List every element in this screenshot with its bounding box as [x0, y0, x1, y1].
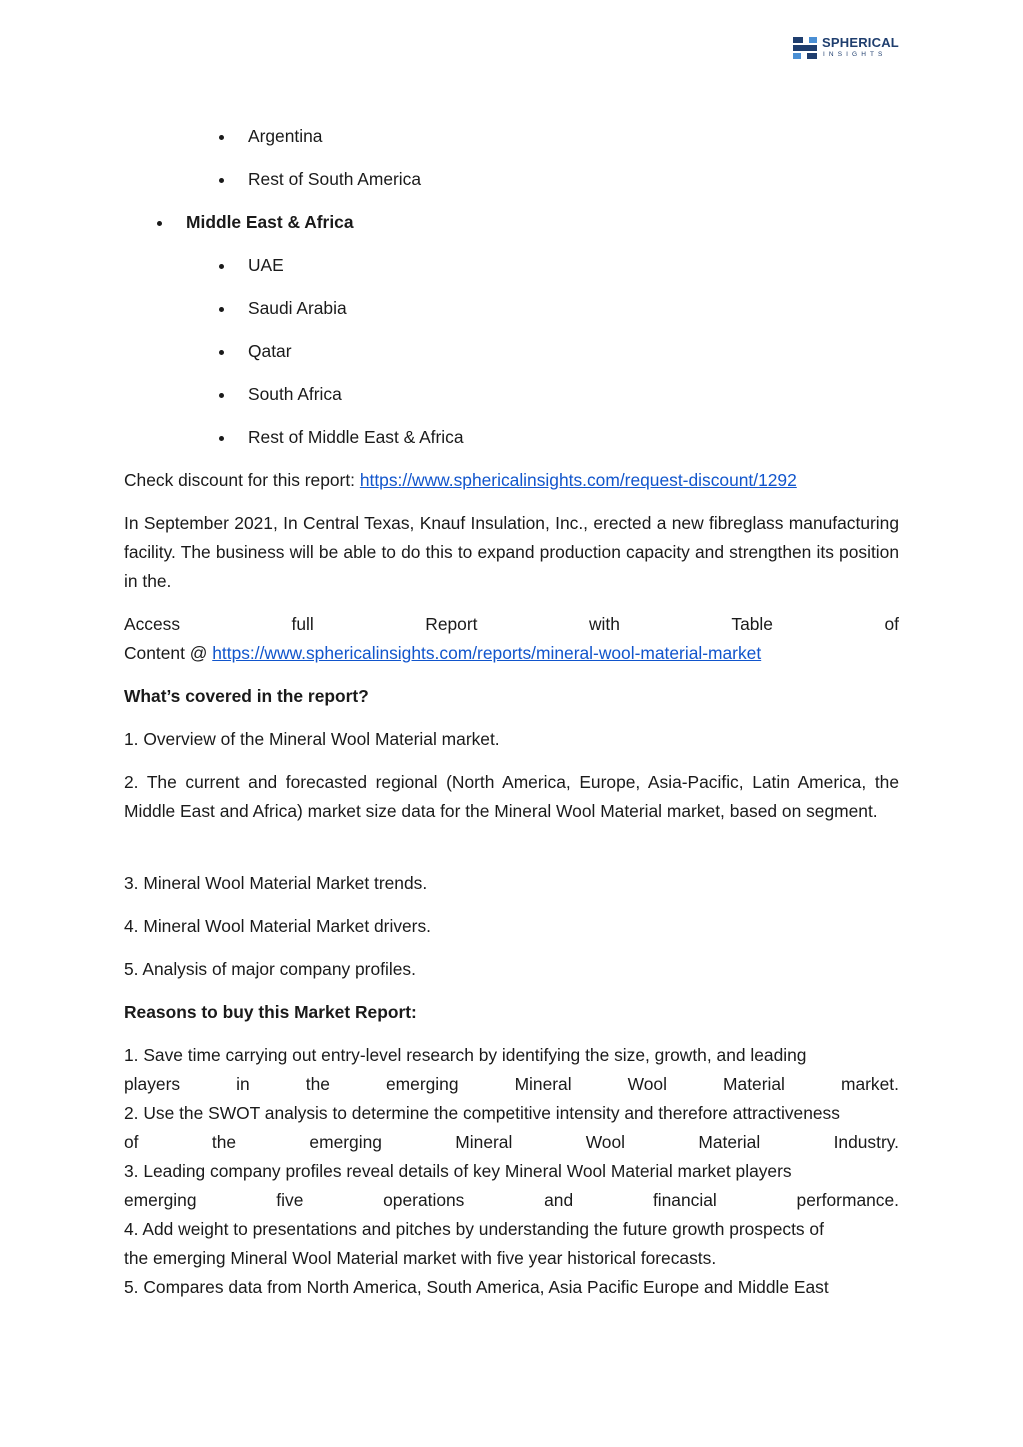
logo-mark-icon	[793, 37, 817, 59]
access-report-line: Access full Report with Table of	[124, 614, 899, 634]
reason-2-line-1: 2. Use the SWOT analysis to determine the competitive intensity and therefore attractiveness	[124, 1103, 840, 1123]
discount-line: Check discount for this report: https://www.sphericalinsights.com/request-discount/1292	[124, 470, 797, 490]
reason-5-line-1: 5. Compares data from North America, South America, Asia Pacific Europe and Middle East	[124, 1277, 829, 1297]
reason-2-line-2: of the emerging Mineral Wool Material Industry.	[124, 1132, 899, 1152]
list-item: Qatar	[248, 337, 1023, 366]
list-item: Saudi Arabia	[248, 294, 1023, 323]
covered-heading: What’s covered in the report?	[124, 686, 369, 706]
access-report-link-line: Content @ https://www.sphericalinsights.com/reports/mineral-wool-material-market	[124, 643, 762, 663]
reasons-heading: Reasons to buy this Market Report:	[124, 1002, 417, 1022]
covered-item-2: 2. The current and forecasted regional (North America, Europe, Asia-Pacific, Latin America, the Middle East and Africa) market size data for the Mineral Wool Material market, based on segment.	[124, 772, 899, 821]
region-heading: Middle East & Africa	[186, 208, 961, 237]
full-report-link[interactable]: https://www.sphericalinsights.com/reports/mineral-wool-material-market	[212, 643, 762, 663]
news-paragraph: In September 2021, In Central Texas, Knauf Insulation, Inc., erected a new fibreglass manufacturing facility. The business will be able to do this to expand production capacity and strengthen its position in the.	[124, 513, 899, 591]
covered-item-4: 4. Mineral Wool Material Market drivers.	[124, 916, 432, 936]
logo-sub-text: INSIGHTS	[823, 51, 887, 58]
bullet-icon	[219, 264, 224, 269]
bullet-icon	[219, 350, 224, 355]
list-item: Rest of Middle East & Africa	[248, 423, 1023, 452]
discount-link[interactable]: https://www.sphericalinsights.com/request-discount/1292	[359, 470, 797, 490]
reason-3-line-2: emerging five operations and financial performance.	[124, 1190, 899, 1210]
bullet-icon	[219, 393, 224, 398]
covered-item-1: 1. Overview of the Mineral Wool Material market.	[124, 729, 500, 749]
list-item: Rest of South America	[248, 165, 1023, 194]
reason-4-line-2: the emerging Mineral Wool Material market with five year historical forecasts.	[124, 1248, 717, 1268]
spherical-insights-logo	[793, 35, 903, 61]
list-item: UAE	[248, 251, 1023, 280]
reason-4-line-1: 4. Add weight to presentations and pitches by understanding the future growth prospects of	[124, 1219, 824, 1239]
reason-1-line-1: 1. Save time carrying out entry-level research by identifying the size, growth, and leading	[124, 1045, 807, 1065]
bullet-icon	[157, 221, 162, 226]
list-item: South Africa	[248, 380, 1023, 409]
covered-item-5: 5. Analysis of major company profiles.	[124, 959, 416, 979]
bullet-icon	[219, 436, 224, 441]
list-item: Argentina	[248, 122, 1023, 151]
covered-item-3: 3. Mineral Wool Material Market trends.	[124, 873, 428, 893]
reason-1-line-2: players in the emerging Mineral Wool Material market.	[124, 1074, 899, 1094]
reason-3-line-1: 3. Leading company profiles reveal details of key Mineral Wool Material market players	[124, 1161, 792, 1181]
bullet-icon	[219, 307, 224, 312]
bullet-icon	[219, 178, 224, 183]
logo-brand-text: SPHERICAL	[822, 35, 899, 50]
bullet-icon	[219, 135, 224, 140]
